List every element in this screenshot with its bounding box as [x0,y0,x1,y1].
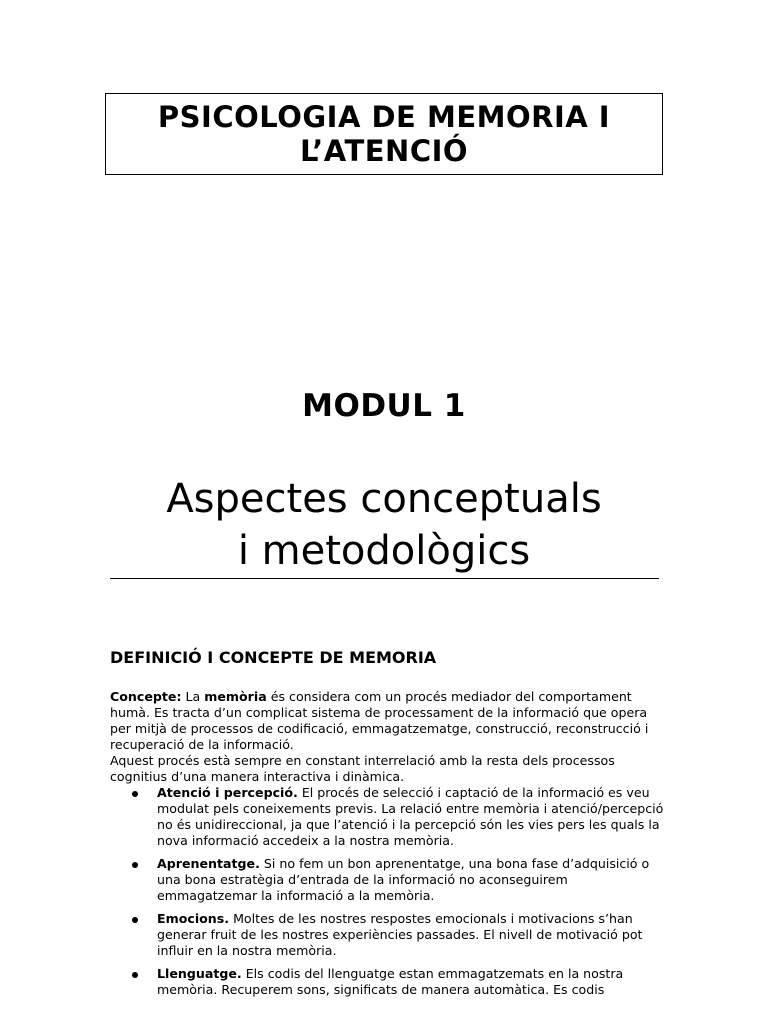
list-item-term: Emocions. [157,911,230,926]
list-item [110,966,670,998]
list-item-term: Llenguatge. [157,966,242,981]
list-item [110,911,670,959]
list-item-text: El procés de selecció i captació de la informació es veu modulat pels coneixements previs. La relació entre memòria i atenció/percepció no és unidireccional, ja que l’atenció i la percepció són les vies pers les quals la nova informació accedeix a la nostra memòria. [157,785,664,848]
module-subtitle [110,473,658,577]
list-item [110,785,670,849]
bullet-icon [132,791,138,797]
concept-label: Concepte: [110,689,182,704]
concept-pre: La [181,689,205,704]
document-title-box [105,93,663,175]
list-item-text: Els codis del llenguatge estan emmagatzemats en la nostra memòria. Recuperem sons, significats de manera automàtica. Es codis [157,966,624,997]
list-item-text: Si no fem un bon aprenentatge, una bona fase d’adquisició o una bona estratègia d’entrada de la informació no aconseguirem emmagatzemar la informació a la memòria. [157,856,650,903]
module-subtitle-line-1: Aspectes conceptuals [166,476,602,522]
section-body [110,689,670,1005]
concept-term: memòria [204,689,267,704]
document-title-line-2: L’ATENCIÓ [299,134,469,168]
document-title-line-1: PSICOLOGIA DE MEMORIA I [157,100,611,134]
section-heading: DEFINICIÓ I CONCEPTE DE MEMORIA [110,648,437,667]
list-item-term: Aprenentatge. [157,856,260,871]
module-subtitle-line-2: i metodològics [237,528,531,574]
bullet-icon [132,862,138,868]
bullet-icon [132,917,138,923]
concept-text: és considera com un procés mediador del comportament humà. Es tracta d’un complicat sistema de processament de la informació que opera per mitjà de processos de codificació, emmagatzematge, construcció, reconstrucció i recuperació de la informació. [110,689,649,752]
module-label: MODUL 1 [302,388,466,424]
bullet-icon [132,972,138,978]
horizontal-divider [110,578,659,579]
related-processes-list [110,785,670,998]
process-paragraph: Aquest procés està sempre en constant interrelació amb la resta dels processos cognitius d’una manera interactiva i dinàmica. [110,753,615,784]
concept-paragraph [110,689,670,753]
list-item-text: Moltes de les nostres respostes emocionals i motivacions s’han generar fruit de les nostres experiències passades. El nivell de motivació pot influir en la nostra memòria. [157,911,643,958]
list-item-term: Atenció i percepció. [157,785,298,800]
list-item [110,856,670,904]
